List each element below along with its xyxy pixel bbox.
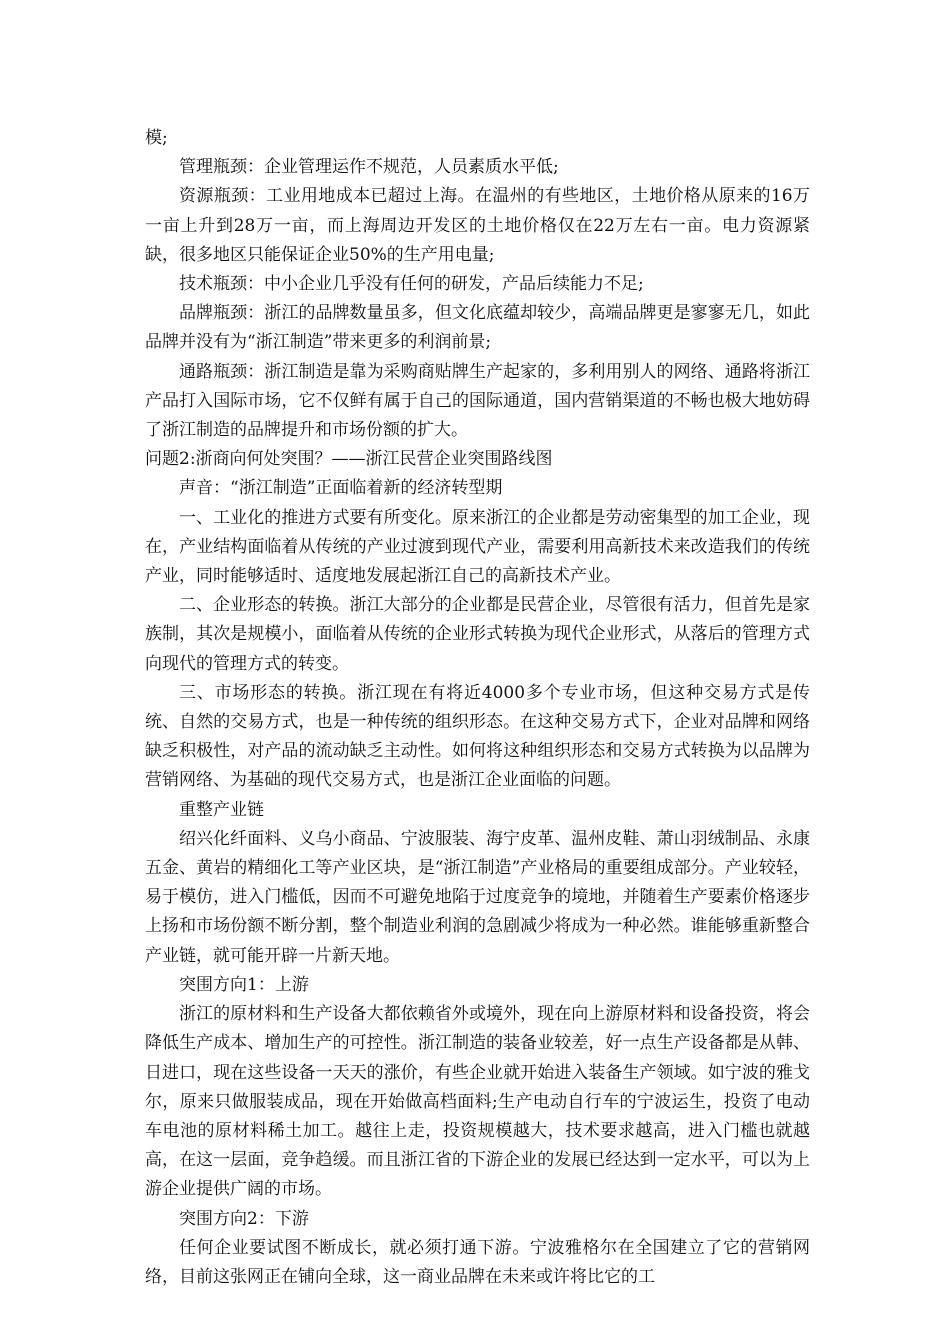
subheading-voice: 声音：“浙江制造”正面临着新的经济转型期 — [179, 478, 503, 499]
paragraph-point-three: 三、市场形态的转换。浙江现在有将近4000多个专业市场，但这种交易方式是传统、自然的交易方式，也是一种传统的组织形态。在这种交易方式下，企业对品牌和网络缺乏积极性，对产品的流动缺乏主动性。如何将这种组织形态和交易方式转换为以品牌为营销网络、为基础的现代交易方式，也是浙江企业面临的问题。 — [145, 682, 810, 791]
subheading-direction-downstream: 突围方向2：下游 — [179, 1208, 309, 1229]
subheading-direction-upstream: 突围方向1：上游 — [179, 974, 309, 995]
paragraph-point-one: 一、工业化的推进方式要有所变化。原来浙江的企业都是劳动密集型的加工企业，现在，产业结构面临着从传统的产业过渡到现代产业，需要利用高新技术来改造我们的传统产业，同时能够适时、适度地发展起浙江自己的高新技术产业。 — [145, 507, 810, 587]
paragraph-industry-clusters: 绍兴化纤面料、义乌小商品、宁波服装、海宁皮革、温州皮鞋、萧山羽绒制品、永康五金、黄岩的精细化工等产业区块，是“浙江制造”产业格局的重要组成部分。产业较轻，易于模仿，进入门槛低，因而不可避免地陷于过度竞争的境地，并随着生产要素价格逐步上扬和市场份额不断分割，整个制造业利润的急剧减少将成为一种必然。谁能够重新整合产业链，就可能开辟一片新天地。 — [145, 828, 810, 966]
paragraph-channel-bottleneck: 通路瓶颈：浙江制造是靠为采购商贴牌生产起家的，多利用别人的网络、通路将浙江产品打入国际市场，它不仅鲜有属于自己的国际通道，国内营销渠道的不畅也极大地妨碍了浙江制造的品牌提升和市场份额的扩大。 — [145, 361, 810, 441]
document-page — [145, 124, 810, 1292]
paragraph-brand-bottleneck: 品牌瓶颈：浙江的品牌数量虽多，但文化底蕴却较少，高端品牌更是寥寥无几，如此品牌并没有为“浙江制造”带来更多的利润前景; — [145, 303, 810, 353]
paragraph-management-bottleneck: 管理瓶颈：企业管理运作不规范，人员素质水平低; — [179, 157, 559, 178]
paragraph-continuation: 模; — [145, 128, 168, 148]
subheading-restructure-chain: 重整产业链 — [179, 799, 264, 820]
section-heading-question-2: 问题2:浙商向何处突围？——浙江民营企业突围路线图 — [145, 449, 553, 470]
paragraph-resource-bottleneck: 资源瓶颈：工业用地成本已超过上海。在温州的有些地区，土地价格从原来的16万一亩上升到28万一亩，而上海周边开发区的土地价格仅在22万左右一亩。电力资源紧缺，很多地区只能保证企业50%的生产用电量; — [145, 186, 810, 265]
paragraph-upstream: 浙江的原材料和生产设备大都依赖省外或境外，现在向上游原材料和设备投资，将会降低生产成本、增加生产的可控性。浙江制造的装备业较差，好一点生产设备都是从韩、日进口，现在这些设备一天天的涨价，有些企业就开始进入装备生产领域。如宁波的雅戈尔，原来只做服装成品，现在开始做高档面料;生产电动自行车的宁波运生，投资了电动车电池的原材料稀土加工。越往上走，投资规模越大，技术要求越高，进入门槛也就越高，在这一层面，竞争趋缓。而且浙江省的下游企业的发展已经达到一定水平，可以为上游企业提供广阔的市场。 — [145, 1004, 810, 1200]
paragraph-technology-bottleneck: 技术瓶颈：中小企业几乎没有任何的研发，产品后续能力不足; — [179, 274, 644, 295]
paragraph-point-two: 二、企业形态的转换。浙江大部分的企业都是民营企业，尽管很有活力，但首先是家族制，其次是规模小，面临着从传统的企业形式转换为现代企业形式，从落后的管理方式向现代的管理方式的转变。 — [145, 595, 810, 674]
paragraph-downstream: 任何企业要试图不断成长，就必须打通下游。宁波雅格尔在全国建立了它的营销网络，目前这张网正在铺向全球，这一商业品牌在未来或许将比它的工 — [145, 1237, 810, 1287]
